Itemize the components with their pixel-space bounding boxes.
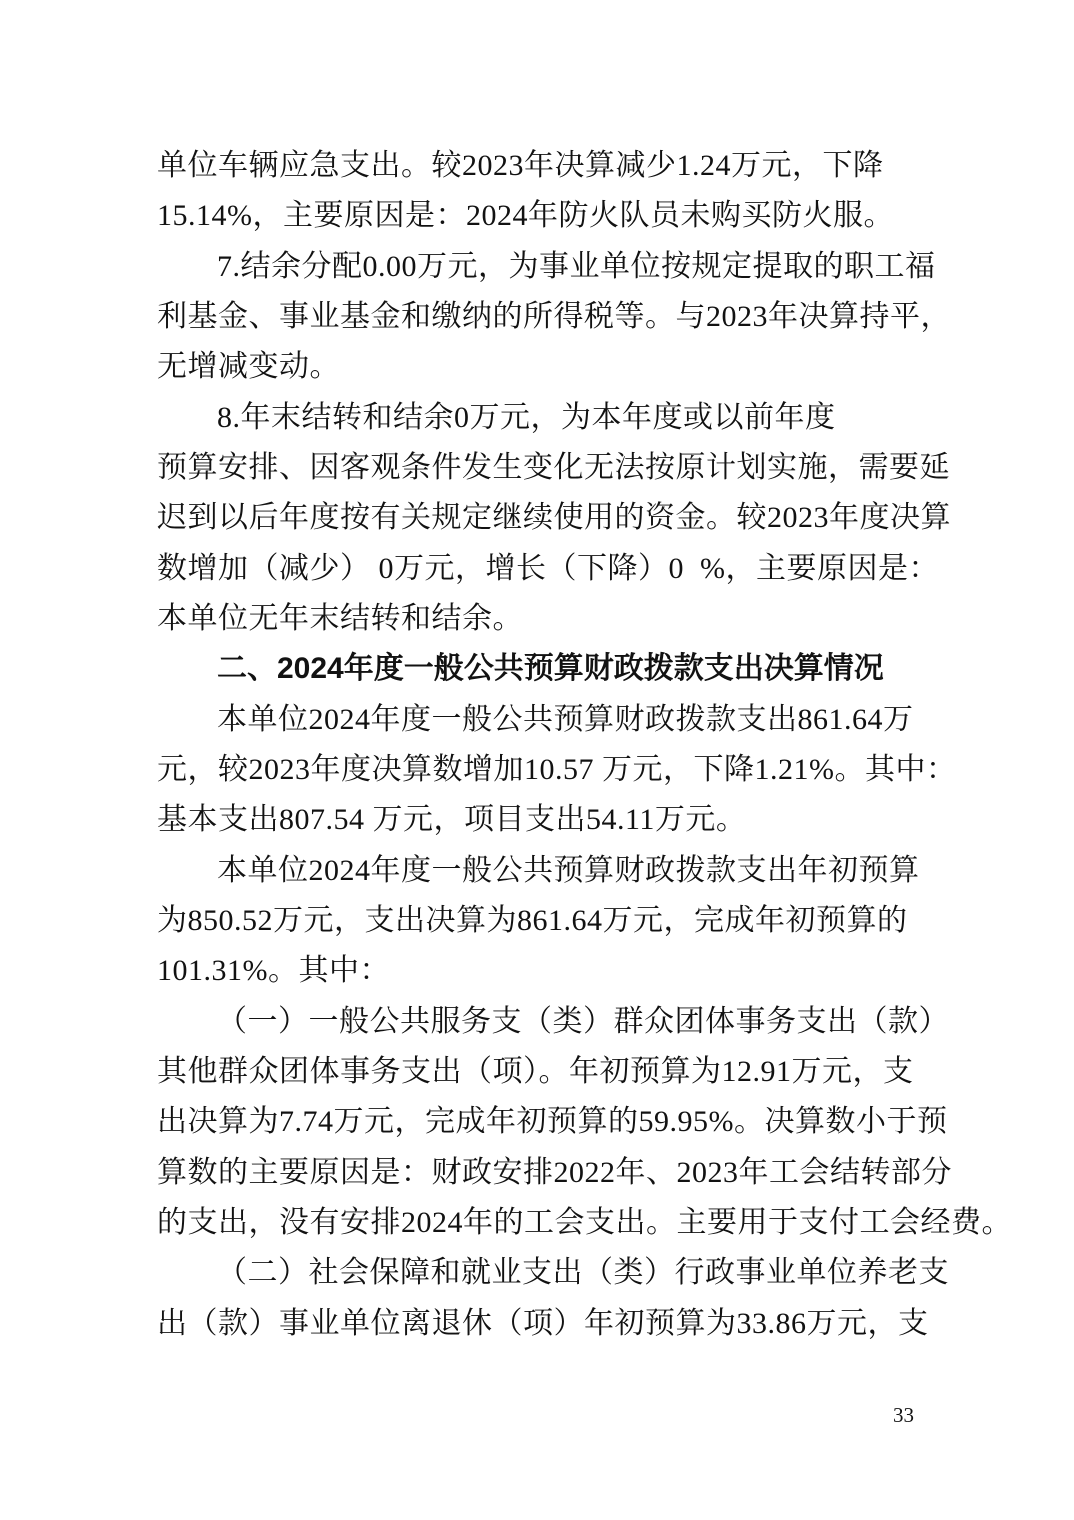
text-line: 算数的主要原因是：财政安排2022年、2023年工会结转部分 [157, 1155, 952, 1189]
text-line: 预算安排、因客观条件发生变化无法按原计划实施，需要延 [157, 450, 950, 484]
text-line: 迟到以后年度按有关规定继续使用的资金。较2023年度决算 [157, 501, 951, 535]
text-line: 为850.52万元，支出决算为861.64万元，完成年初预算的 [157, 903, 908, 937]
text-line: 本单位无年末结转和结余。 [157, 601, 523, 635]
text-line: 元，较2023年度决算数增加10.57 万元，下降1.21%。其中： [157, 752, 957, 786]
text-line: 101.31%。其中： [157, 954, 390, 988]
text-line: 出（款）事业单位离退休（项）年初预算为33.86万元，支 [157, 1306, 929, 1340]
section-heading-line: 二、2024年度一般公共预算财政拨款支出决算情况 [217, 652, 884, 686]
text-line: 基本支出807.54 万元，项目支出54.11万元。 [157, 803, 747, 837]
text-line: 的支出，没有安排2024年的工会支出。主要用于支付工会经费。 [157, 1205, 1012, 1239]
text-line: 出决算为7.74万元，完成年初预算的59.95%。决算数小于预 [157, 1105, 948, 1139]
text-line: 利基金、事业基金和缴纳的所得税等。与2023年决算持平， [157, 299, 951, 333]
page-number: 33 [893, 1403, 914, 1427]
text-line: 无增减变动。 [157, 350, 340, 384]
text-line: 15.14%，主要原因是：2024年防火队员未购买防火服。 [157, 199, 894, 233]
text-line: 其他群众团体事务支出（项）。年初预算为12.91万元，支 [157, 1054, 914, 1088]
text-line: （一）一般公共服务支（类）群众团体事务支出（款） [217, 1004, 949, 1038]
text-line: 本单位2024年度一般公共预算财政拨款支出861.64万 [217, 702, 914, 736]
text-line: 数增加（减少） 0万元，增长（下降）0 %，主要原因是： [157, 551, 939, 585]
text-line: 本单位2024年度一般公共预算财政拨款支出年初预算 [217, 853, 920, 887]
text-line: 单位车辆应急支出。较2023年决算减少1.24万元，下降 [157, 149, 884, 182]
document-body [157, 141, 1037, 1349]
text-line: 8.年末结转和结余0万元，为本年度或以前年度 [217, 400, 836, 434]
text-line: （二）社会保障和就业支出（类）行政事业单位养老支 [217, 1256, 949, 1290]
text-line: 7.结余分配0.00万元，为事业单位按规定提取的职工福 [217, 249, 936, 283]
